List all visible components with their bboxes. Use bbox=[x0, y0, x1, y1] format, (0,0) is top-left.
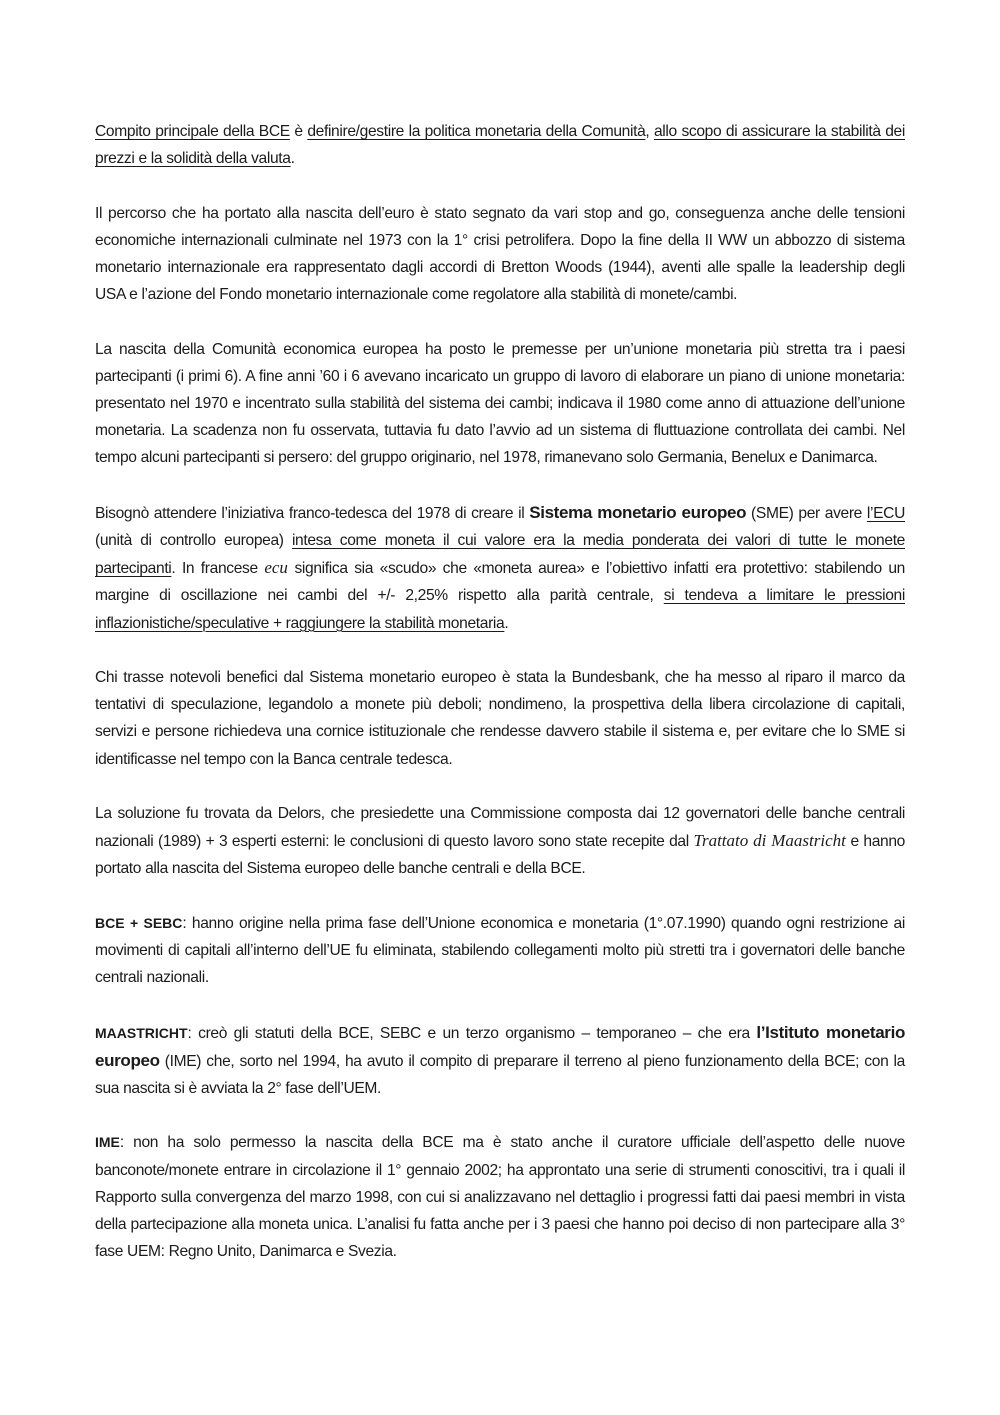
paragraph-euro-history: Il percorso che ha portato alla nascita dell’euro è stato segnato da vari stop and go, conseguenza anche delle tensioni economiche internazionali culminate nel 1973 con la 1° crisi petrolifera. Dopo la fine della II WW un abbozzo di sistema monetario internazionale era rappresentato dagli accordi di Bretton Woods (1944), aventi alle spalle la leadership degli USA e l’azione del Fondo monetario internazionale come regolatore alla stabilità di monete/cambi. bbox=[95, 204, 905, 304]
paragraph-bce-sebc bbox=[95, 910, 905, 992]
text-run: (unità di controllo europea) bbox=[95, 532, 292, 549]
paragraph-maastricht bbox=[95, 1019, 905, 1103]
underlined-phrase: allo scopo di assicurare la stabilità dei prezzi e la solidità della valuta bbox=[95, 123, 905, 168]
paragraph-bce-task bbox=[95, 118, 905, 172]
paragraph-delors bbox=[95, 800, 905, 883]
bold-label: IME bbox=[95, 1134, 120, 1151]
text-run: : hanno origine nella prima fase dell’Unione economica e monetaria (1°.07.1990) quando ogni restrizione ai movimenti di capitali all’interno dell’UE fu eliminata, stabilendo collegamenti molto più stretti tra i governatori delle banche centrali nazionali. bbox=[95, 914, 905, 987]
text-run: è bbox=[289, 123, 308, 140]
paragraph-sme bbox=[95, 499, 905, 637]
underlined-phrase: si tendeva a limitare le pressioni inflazionistiche/speculative + raggiungere la stabilità monetaria bbox=[95, 587, 905, 632]
underlined-phrase: l’ECU bbox=[866, 504, 905, 522]
italic-term: ecu bbox=[264, 558, 288, 578]
document-page bbox=[95, 118, 905, 1293]
underlined-phrase: definire/gestire la politica monetaria della Comunità bbox=[307, 123, 646, 140]
text-run: . In francese bbox=[171, 560, 265, 578]
paragraph-ime bbox=[95, 1129, 905, 1265]
text-run: . bbox=[504, 614, 509, 632]
text-run: significa sia «scudo» che «moneta aurea» e l’obiettivo infatti era protettivo: stabilendo un margine di oscillazione nei cambi del +/- 2,25% rispetto alla parità centrale, bbox=[95, 560, 905, 605]
paragraph-cee: La nascita della Comunità economica europea ha posto le premesse per un’unione monetaria più stretta tra i paesi partecipanti (i primi 6). A fine anni ’60 i 6 avevano incaricato un gruppo di lavoro di elaborare un piano di unione monetaria: presentato nel 1970 e incentrato sulla stabilità del sistema dei cambi; indicava il 1980 come anno di attuazione dell’unione monetaria. La scadenza non fu osservata, tuttavia fu dato l’avvio ad un sistema di fluttuazione controllata dei cambi. Nel tempo alcuni partecipanti si persero: del gruppo originario, nel 1978, rimanevano solo Germania, Benelux e Danimarca. bbox=[95, 340, 905, 467]
text-run: La soluzione fu trovata da Delors, che presiedette una Commissione composta dai 12 governatori delle banche centrali nazionali (1989) + 3 esperti esterni: le conclusioni di questo lavoro sono state recepite dal bbox=[95, 805, 905, 851]
bold-label: MAASTRICHT bbox=[95, 1024, 188, 1041]
bold-term: Sistema monetario europeo bbox=[529, 502, 747, 522]
text-run: . bbox=[290, 150, 295, 168]
text-run: (IME) che, sorto nel 1994, ha avuto il compito di preparare il terreno al pieno funzionamento della BCE; con la sua nascita si è avviata la 2° fase dell’UEM. bbox=[95, 1052, 905, 1097]
paragraph-bundesbank: Chi trasse notevoli benefici dal Sistema monetario europeo è stata la Bundesbank, che ha messo al riparo il marco da tentativi di speculazione, legandolo a monete più deboli; nondimeno, la prospettiva della libera circolazione di capitali, servizi e persone richiedeva una cornice istituzionale che rendesse davvero stabile il sistema e, per evitare che lo SME si identificasse nel tempo con la Banca centrale tedesca. bbox=[95, 669, 905, 768]
text-run: : creò gli statuti della BCE, SEBC e un terzo organismo – temporaneo – che era bbox=[187, 1024, 757, 1042]
text-run: , bbox=[645, 123, 654, 140]
text-run: e hanno portato alla nascita del Sistema europeo delle banche centrali e della BCE. bbox=[95, 833, 905, 878]
text-run: : non ha solo permesso la nascita della BCE ma è stato anche il curatore ufficiale dell’aspetto delle nuove banconote/monete entrare in circolazione il 1° gennaio 2002; ha approntato una serie di strumenti conoscitivi, tra i quali il Rapporto sulla convergenza del marzo 1998, con cui si analizzavano nel dettaglio i progressi fatti dai paesi membri in vista della partecipazione alla moneta unica. L’analisi fu fatta anche per i 3 paesi che hanno poi deciso di non partecipare alla 3° fase UEM: Regno Unito, Danimarca e Svezia. bbox=[95, 1134, 905, 1261]
bold-label: BCE + SEBC bbox=[95, 914, 183, 931]
text-run: Bisognò attendere l’iniziativa franco-tedesca del 1978 di creare il bbox=[95, 504, 530, 522]
underlined-phrase: Compito principale della BCE bbox=[95, 123, 290, 140]
bold-term: l’Istituto monetario europeo bbox=[95, 1022, 905, 1070]
text-run: (SME) per avere bbox=[746, 504, 867, 522]
underlined-phrase: intesa come moneta il cui valore era la media ponderata dei valori di tutte le monete partecipanti bbox=[95, 532, 905, 578]
italic-term: Trattato di Maastricht bbox=[693, 831, 846, 851]
